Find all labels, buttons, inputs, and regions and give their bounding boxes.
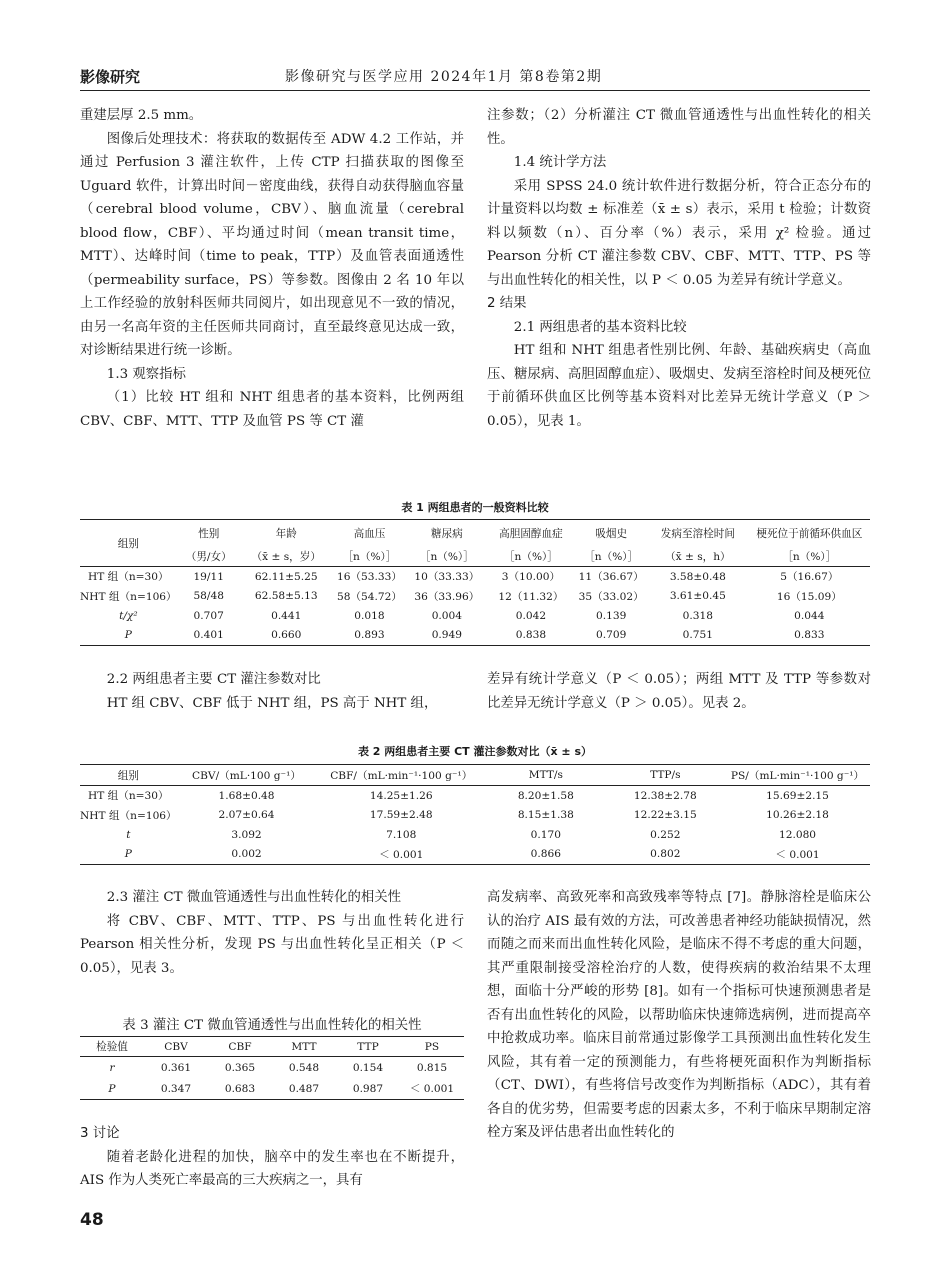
table-cell: 35（33.02） (578, 590, 644, 603)
table1-col-name: 高胆固醇血症 (487, 520, 576, 547)
table-cell: 0.002 (177, 845, 317, 865)
subsection-heading: 1.4 统计学方法 (513, 155, 607, 170)
right-column-middle (487, 668, 871, 715)
table-row (80, 587, 870, 607)
table-cell: 0.893 (332, 626, 407, 646)
table-cell: 0.949 (407, 626, 486, 646)
table1-col-name: 高血压 (332, 520, 407, 547)
left-column-bottom (80, 886, 464, 980)
table1-col-unit: ［n（%）］ (749, 546, 870, 567)
table-cell: 36（33.96） (414, 590, 480, 603)
table1-col-unit: ［n（%）］ (487, 546, 576, 567)
row-label: t/χ² (119, 609, 138, 622)
table-cell: 8.15±1.38 (517, 809, 574, 822)
table-cell: 0.802 (606, 845, 726, 865)
table-cell: 0.347 (144, 1078, 208, 1100)
table1-col-name: 吸烟史 (575, 520, 647, 547)
table2-caption: 表 2 两组患者主要 CT 灌注参数对比（x̄ ± s） (357, 745, 593, 758)
table3-caption: 表 3 灌注 CT 微血管通透性与出血性转化的相关性 (122, 1018, 422, 1033)
table1-caption: 表 1 两组患者的一般资料比较 (401, 501, 549, 514)
table-cell: 3.61±0.45 (669, 590, 726, 603)
table3-header: CBV (144, 1037, 208, 1057)
row-label: NHT 组（n=106） (80, 590, 177, 603)
table-cell: 0.660 (241, 626, 332, 646)
subsection-heading: 2.2 两组患者主要 CT 灌注参数对比 (106, 672, 321, 687)
table-cell: 0.139 (596, 609, 627, 622)
left-column-discussion (80, 1122, 464, 1193)
header-rule (80, 90, 870, 91)
table-row (80, 845, 870, 865)
table3 (80, 1036, 464, 1100)
left-column-top (80, 104, 464, 433)
table-cell: 0.154 (352, 1061, 384, 1074)
table1-col-unit: ［n（%）］ (575, 546, 647, 567)
row-label: HT 组（n=30） (88, 571, 169, 584)
section-heading: 2 结果 (487, 296, 527, 311)
table-cell: 0.709 (575, 626, 647, 646)
table-row (80, 626, 870, 646)
paragraph: （1）比较 HT 组和 NHT 组患者的基本资料，比例两组 CBV、CBF、MTT、TTP 及血管 PS 等 CT 灌 (80, 390, 464, 429)
table3-header: 检验值 (80, 1037, 144, 1057)
table1-col-name: 梗死位于前循环供血区 (749, 520, 870, 547)
paragraph: 图像后处理技术：将获取的数据传至 ADW 4.2 工作站，并通过 Perfusion 3 灌注软件，上传 CTP 扫描获取的图像至 Uguard 软件，计算出时间－密度曲线，获得自动获得脑血容量（cerebral blood volume，CBV）、脑血流量（cerebral blood flow，CBF）、平均通过时间（mean transit time，MTT）、达峰时间（time to peak，TTP）及血管表面通透性（permeability surface，PS）等参数。图像由 2 名 10 年以上工作经验的放射科医师共同阅片，如出现意见不一致的情况，由另一名高年资的主任医师共同商讨，直至最终意见达成一致，对诊断结果进行统一诊断。 (80, 131, 464, 358)
table-cell: 0.318 (682, 609, 713, 622)
table-row (80, 606, 870, 626)
table-cell: 10.26±2.18 (766, 809, 829, 822)
table-row (80, 1078, 464, 1100)
row-label: NHT 组（n=106） (80, 809, 177, 822)
row-label: P (80, 1078, 144, 1100)
table1-col-name: 性别 (177, 520, 241, 547)
table-cell: 19/11 (193, 570, 224, 583)
table2 (80, 764, 870, 865)
table2-header: 组别 (80, 765, 177, 786)
table-cell: ＜ 0.001 (400, 1078, 464, 1100)
table-cell: 0.815 (416, 1061, 448, 1074)
table-cell: 17.59±2.48 (369, 809, 433, 822)
table-cell: 12.22±3.15 (633, 809, 697, 822)
table1-col-unit: （男/女） (177, 546, 241, 567)
table1-col-name: 发病至溶栓时间 (647, 520, 749, 547)
table-cell: 0.707 (193, 609, 224, 622)
table1-group-header: 组别 (80, 520, 177, 567)
row-label: r (109, 1061, 115, 1074)
table3-header: PS (400, 1037, 464, 1057)
table1-col-unit: ［n（%）］ (332, 546, 407, 567)
table-cell: 16（53.33） (336, 571, 402, 584)
table-cell: 0.004 (431, 609, 463, 622)
table-cell: 0.548 (288, 1061, 320, 1074)
table-cell: 62.58±5.13 (254, 590, 318, 603)
table-row (80, 567, 870, 587)
table-cell: 16（15.09） (776, 590, 842, 603)
table-cell: 12.38±2.78 (633, 789, 697, 802)
table1-col-name: 糖尿病 (407, 520, 486, 547)
table-cell: 0.833 (749, 626, 870, 646)
table3-header: CBF (208, 1037, 272, 1057)
table-cell: 0.170 (530, 828, 561, 841)
table-cell: 0.866 (486, 845, 605, 865)
table-cell: ＜ 0.001 (316, 845, 486, 865)
paragraph: 高发病率、高致死率和高致残率等特点 [7]。静脉溶栓是临床公认的治疗 AIS 最有效的方法，可改善患者神经功能缺损情况，然而随之而来而出血性转化风险，是临床不得不考虑的重大问题，其严重限制接受溶栓治疗的人数，使得疾病的救治结果不太理想，面临十分严峻的形势 [8]。如有一个指标可快速预测患者是否有出血性转化的风险，以帮助临床快速筛选病例，进而提高卒中抢救成功率。临床目前常通过影像学工具预测出血性转化发生风险，其有着一定的预测能力，有些将梗死面积作为判断指标（CT、DWI），有些将信号改变作为判断指标（ADC），其有着各自的优劣势，但需要考虑的因素太多，不利于临床早期制定溶栓方案及评估患者出血性转化的 (487, 890, 871, 1140)
table-cell: 0.018 (354, 609, 385, 622)
right-column-bottom (487, 886, 871, 1145)
section-heading: 3 讨论 (80, 1126, 120, 1141)
right-column-top (487, 104, 871, 433)
left-column-middle (80, 668, 464, 715)
table-cell: 0.044 (794, 609, 825, 622)
table1-col-unit: （x̄ ± s，岁） (241, 546, 332, 567)
table2-header: MTT/s (486, 765, 605, 786)
table-cell: 10（33.33） (414, 571, 480, 584)
table-cell: 0.365 (224, 1061, 256, 1074)
table-cell: 62.11±5.25 (254, 570, 318, 583)
subsection-heading: 2.1 两组患者的基本资料比较 (513, 319, 687, 335)
table-cell: 3.58±0.48 (669, 570, 726, 583)
table2-header: CBF/（mL·min⁻¹·100 g⁻¹） (316, 765, 486, 786)
row-label: P (80, 626, 177, 646)
table-cell: 0.361 (160, 1061, 192, 1074)
table1 (80, 519, 870, 646)
row-label: HT 组（n=30） (88, 790, 169, 803)
table-cell: 0.042 (515, 609, 547, 622)
paragraph: HT 组和 NHT 组患者性别比例、年龄、基础疾病史（高血压、糖尿病、高胆固醇血症）、吸烟史、发病至溶栓时间及梗死位于前循环供血区比例等基本资料对比差异无统计学意义（P ＞ 0.05），见表 1。 (487, 343, 871, 429)
table1-col-unit: （x̄ ± s，h） (647, 546, 749, 567)
table-cell: ＜ 0.001 (725, 845, 870, 865)
table-cell: 8.20±1.58 (517, 789, 574, 802)
row-label: P (80, 845, 177, 865)
table-cell: 12.080 (778, 828, 817, 841)
row-label: t (126, 828, 131, 841)
table-row (80, 825, 870, 845)
table-cell: 0.987 (336, 1078, 400, 1100)
table-cell: 15.69±2.15 (766, 789, 829, 802)
table-cell: 0.401 (177, 626, 241, 646)
table-cell: 0.683 (208, 1078, 272, 1100)
table-cell: 2.07±0.64 (218, 809, 275, 822)
table-cell: 3.092 (231, 828, 262, 841)
paragraph: 将 CBV、CBF、MTT、TTP、PS 与出血性转化进行 Pearson 相关性分析，发现 PS 与出血性转化呈正相关（P ＜ 0.05），见表 3。 (80, 913, 464, 976)
journal-short-name: 影像研究 (80, 68, 141, 86)
table1-col-unit: ［n（%）］ (407, 546, 486, 567)
table-cell: 0.487 (272, 1078, 336, 1100)
paragraph: 注参数；（2）分析灌注 CT 微血管通透性与出血性转化的相关性。 (487, 108, 871, 147)
table-cell: 1.68±0.48 (218, 789, 275, 802)
table-cell: 14.25±1.26 (369, 789, 433, 802)
table2-header: CBV/（mL·100 g⁻¹） (177, 765, 317, 786)
table2-header: PS/（mL·min⁻¹·100 g⁻¹） (725, 765, 870, 786)
table-cell: 0.838 (487, 626, 576, 646)
table2-header: TTP/s (606, 765, 726, 786)
paragraph: 采用 SPSS 24.0 统计软件进行数据分析，符合正态分布的计量资料以均数 ± 标准差（x̄ ± s）表示，采用 t 检验；计数资料以频数（n）、百分率（%）表示，采用 χ² 检验。通过 Pearson 分析 CT 灌注参数 CBV、CBF、MTT、TTP、PS 等与出血性转化的相关性，以 P ＜ 0.05 为差异有统计学意义。 (487, 178, 871, 288)
table-cell: 3（10.00） (501, 571, 561, 584)
table-cell: 12（11.32） (498, 590, 564, 603)
page-number: 48 (80, 1210, 104, 1230)
running-title: 影像研究与医学应用 2024年1月 第8卷第2期 (285, 69, 603, 85)
table-cell: 11（36.67） (578, 571, 644, 584)
table-cell: 7.108 (386, 828, 417, 841)
page-header (80, 62, 870, 90)
table-cell: 58（54.72） (336, 590, 402, 603)
table1-col-name: 年龄 (241, 520, 332, 547)
table3-header: TTP (336, 1037, 400, 1057)
subsection-heading: 2.3 灌注 CT 微血管通透性与出血性转化的相关性 (106, 890, 402, 905)
paragraph: 随着老龄化进程的加快，脑卒中的发生率也在不断提升，AIS 作为人类死亡率最高的三大疾病之一，具有 (80, 1149, 464, 1188)
table-row (80, 786, 870, 806)
table-cell: 0.751 (647, 626, 749, 646)
table-cell: 5（16.67） (780, 571, 839, 584)
table-row (80, 806, 870, 826)
subsection-heading: 1.3 观察指标 (106, 366, 186, 382)
table-row (80, 1057, 464, 1079)
table-cell: 58/48 (193, 590, 224, 603)
table3-header: MTT (272, 1037, 336, 1057)
table-cell: 0.252 (650, 828, 681, 841)
paragraph: 重建层厚 2.5 mm。 (80, 108, 203, 123)
paragraph: HT 组 CBV、CBF 低于 NHT 组，PS 高于 NHT 组， (106, 695, 438, 711)
table-cell: 0.441 (271, 609, 302, 622)
paragraph: 差异有统计学意义（P ＜ 0.05）；两组 MTT 及 TTP 等参数对比差异无统计学意义（P ＞ 0.05）。见表 2。 (487, 672, 871, 711)
